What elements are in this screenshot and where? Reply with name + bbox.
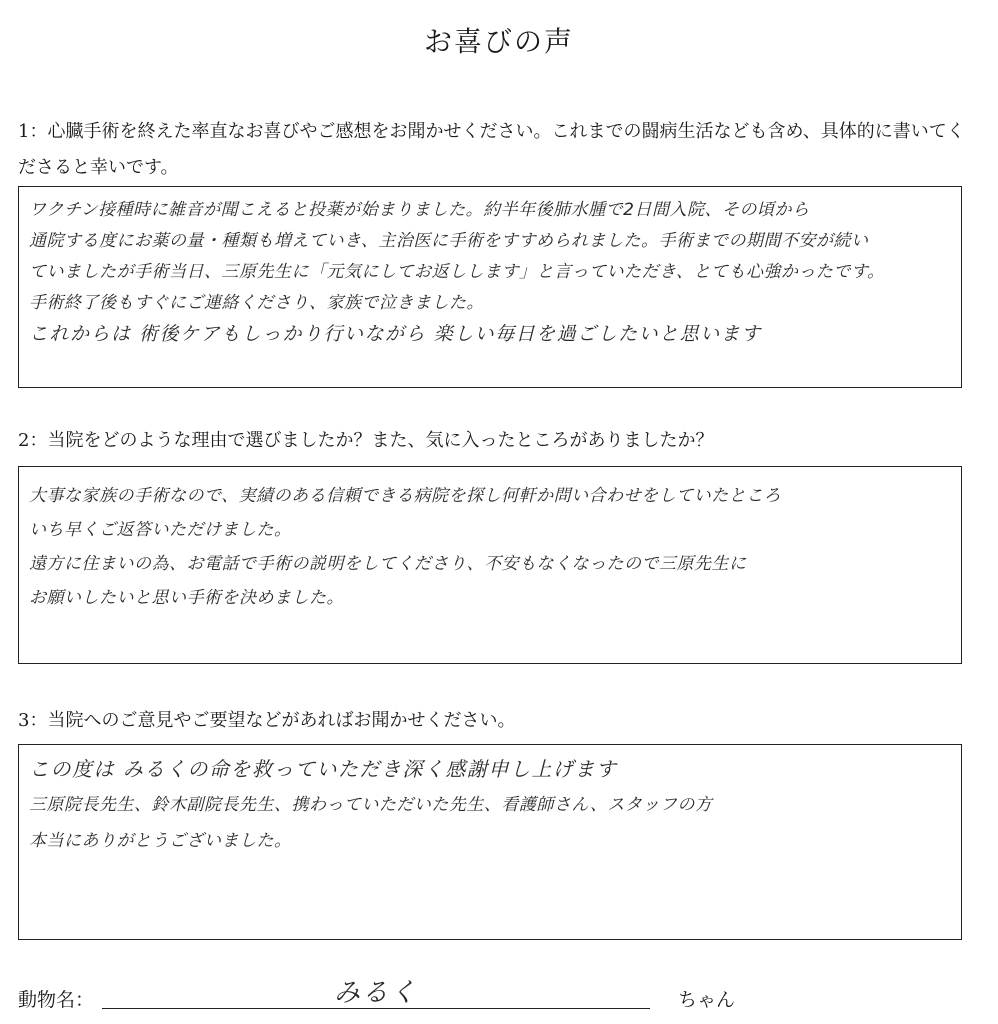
answer-line: ていましたが手術当日、三原先生に「元気にしてお返しします」と言っていただき、とても心強かったです。 — [29, 262, 885, 282]
answer-line: 大事な家族の手術なので、実績のある信頼できる病院を探し何軒か問い合わせをしていたところ — [29, 486, 782, 506]
answer-3-text — [29, 751, 953, 859]
answer-line: ワクチン接種時に雑音が聞こえると投薬が始まりました。約半年後肺水腫で2日間入院、その頃から — [29, 200, 810, 220]
question-2: 2：当院をどのような理由で選びましたか？また、気に入ったところがありましたか？ — [18, 430, 714, 451]
answer-line: この度は みるくの命を救っていただき深く感謝申し上げます — [29, 757, 618, 781]
pet-name-underline — [102, 1008, 650, 1009]
answer-box-3 — [18, 744, 962, 940]
answer-line: 通院する度にお薬の量・種類も増えていき、主治医に手術をすすめられました。手術までの期間不安が続い — [29, 231, 869, 251]
answer-2-text — [29, 479, 953, 615]
answer-line: これからは 術後ケアもしっかり行いながら 楽しい毎日を過ごしたいと思います — [29, 323, 762, 345]
answer-line: 手術終了後もすぐにご連絡くださり、家族で泣きました。 — [29, 293, 484, 313]
pet-name-value: みるく — [333, 978, 418, 1008]
answer-line: 本当にありがとうございました。 — [29, 831, 292, 851]
answer-box-2 — [18, 466, 962, 664]
pet-name-suffix: ちゃん — [678, 989, 736, 1011]
question-1: 1：心臓手術を終えた率直なお喜びやご感想をお聞かせください。これまでの闘病生活なども含め、具体的に書いてくださると幸いです。 — [18, 121, 965, 178]
page-title: お喜びの声 — [423, 25, 574, 58]
question-3: 3：当院へのご意見やご要望などがあればお聞かせください。 — [18, 710, 516, 731]
answer-box-1 — [18, 186, 962, 388]
answer-1-text — [29, 195, 953, 350]
pet-name-label: 動物名： — [18, 989, 95, 1011]
answer-line: 遠方に住まいの為、お電話で手術の説明をしてくださり、不安もなくなったので三原先生に — [29, 554, 747, 574]
answer-line: お願いしたいと思い手術を決めました。 — [29, 588, 344, 608]
answer-line: 三原院長先生、鈴木副院長先生、携わっていただいた先生、看護師さん、スタッフの方 — [29, 795, 713, 815]
answer-line: いち早くご返答いただけました。 — [29, 520, 292, 540]
